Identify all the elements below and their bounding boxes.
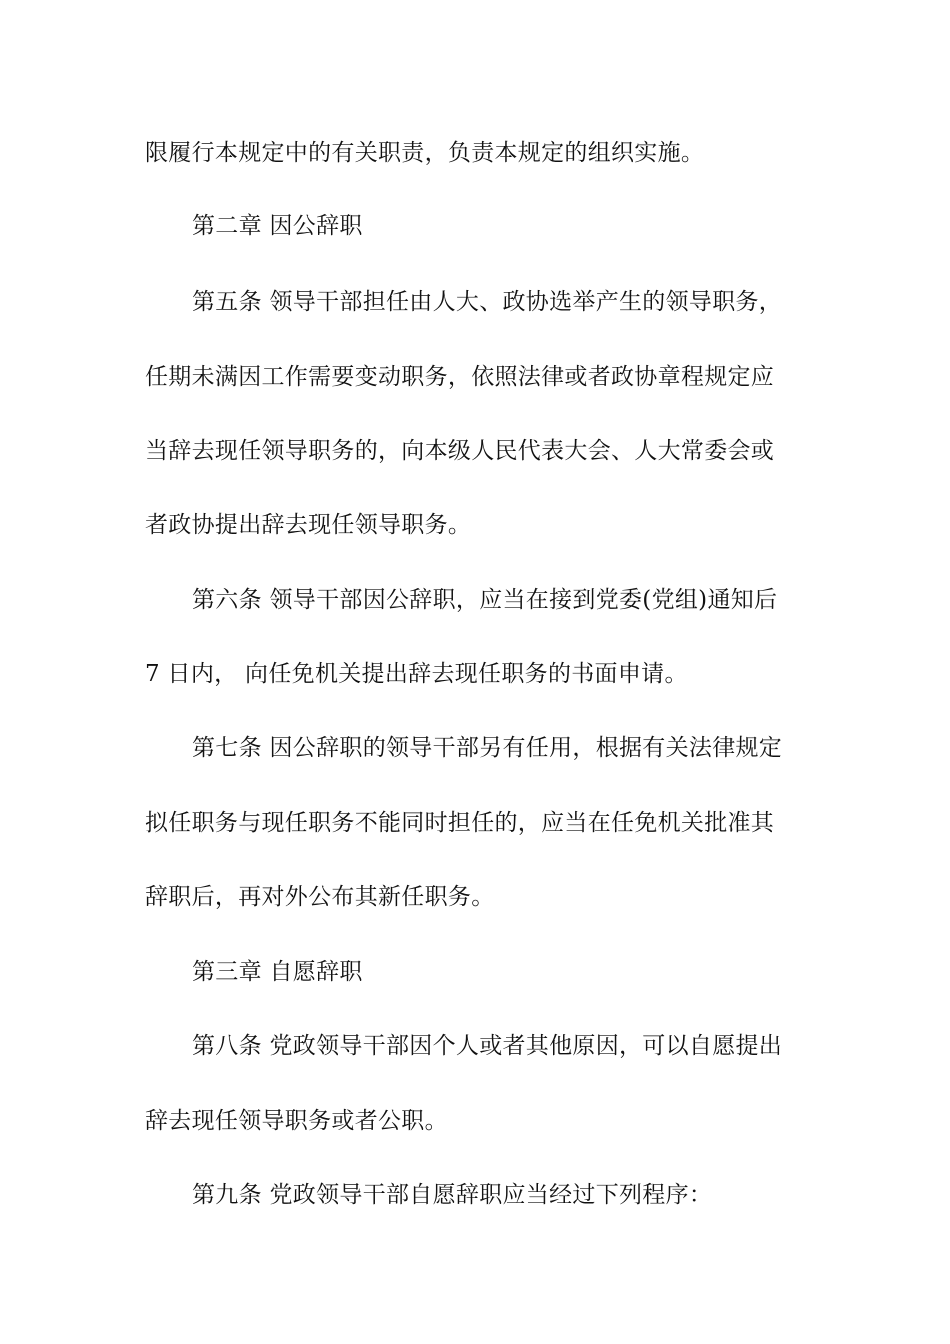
article-line: 第八条 党政领导干部因个人或者其他原因，可以自愿提出 [192, 1033, 783, 1059]
text-line: 辞职后，再对外公布其新任职务。 [145, 884, 495, 910]
chapter-heading: 第二章 因公辞职 [192, 213, 363, 239]
text-line: 任期未满因工作需要变动职务，依照法律或者政协章程规定应 [145, 364, 775, 390]
text-line: 7 日内， 向任免机关提出辞去现任职务的书面申请。 [145, 661, 688, 687]
text-line: 者政协提出辞去现任领导职务。 [145, 512, 472, 538]
article-line: 第七条 因公辞职的领导干部另有任用，根据有关法律规定 [192, 735, 783, 761]
text-line: 限履行本规定中的有关职责，负责本规定的组织实施。 [145, 140, 705, 166]
text-line: 拟任职务与现任职务不能同时担任的，应当在任免机关批准其 [145, 810, 775, 836]
article-line: 第五条 领导干部担任由人大、政协选举产生的领导职务， [192, 289, 783, 315]
text-line: 辞去现任领导职务或者公职。 [145, 1108, 448, 1134]
text-line: 当辞去现任领导职务的，向本级人民代表大会、人大常委会或 [145, 438, 775, 464]
article-line: 第六条 领导干部因公辞职，应当在接到党委(党组)通知后 [192, 587, 778, 613]
chapter-heading: 第三章 自愿辞职 [192, 959, 363, 985]
article-line: 第九条 党政领导干部自愿辞职应当经过下列程序： [192, 1182, 713, 1208]
